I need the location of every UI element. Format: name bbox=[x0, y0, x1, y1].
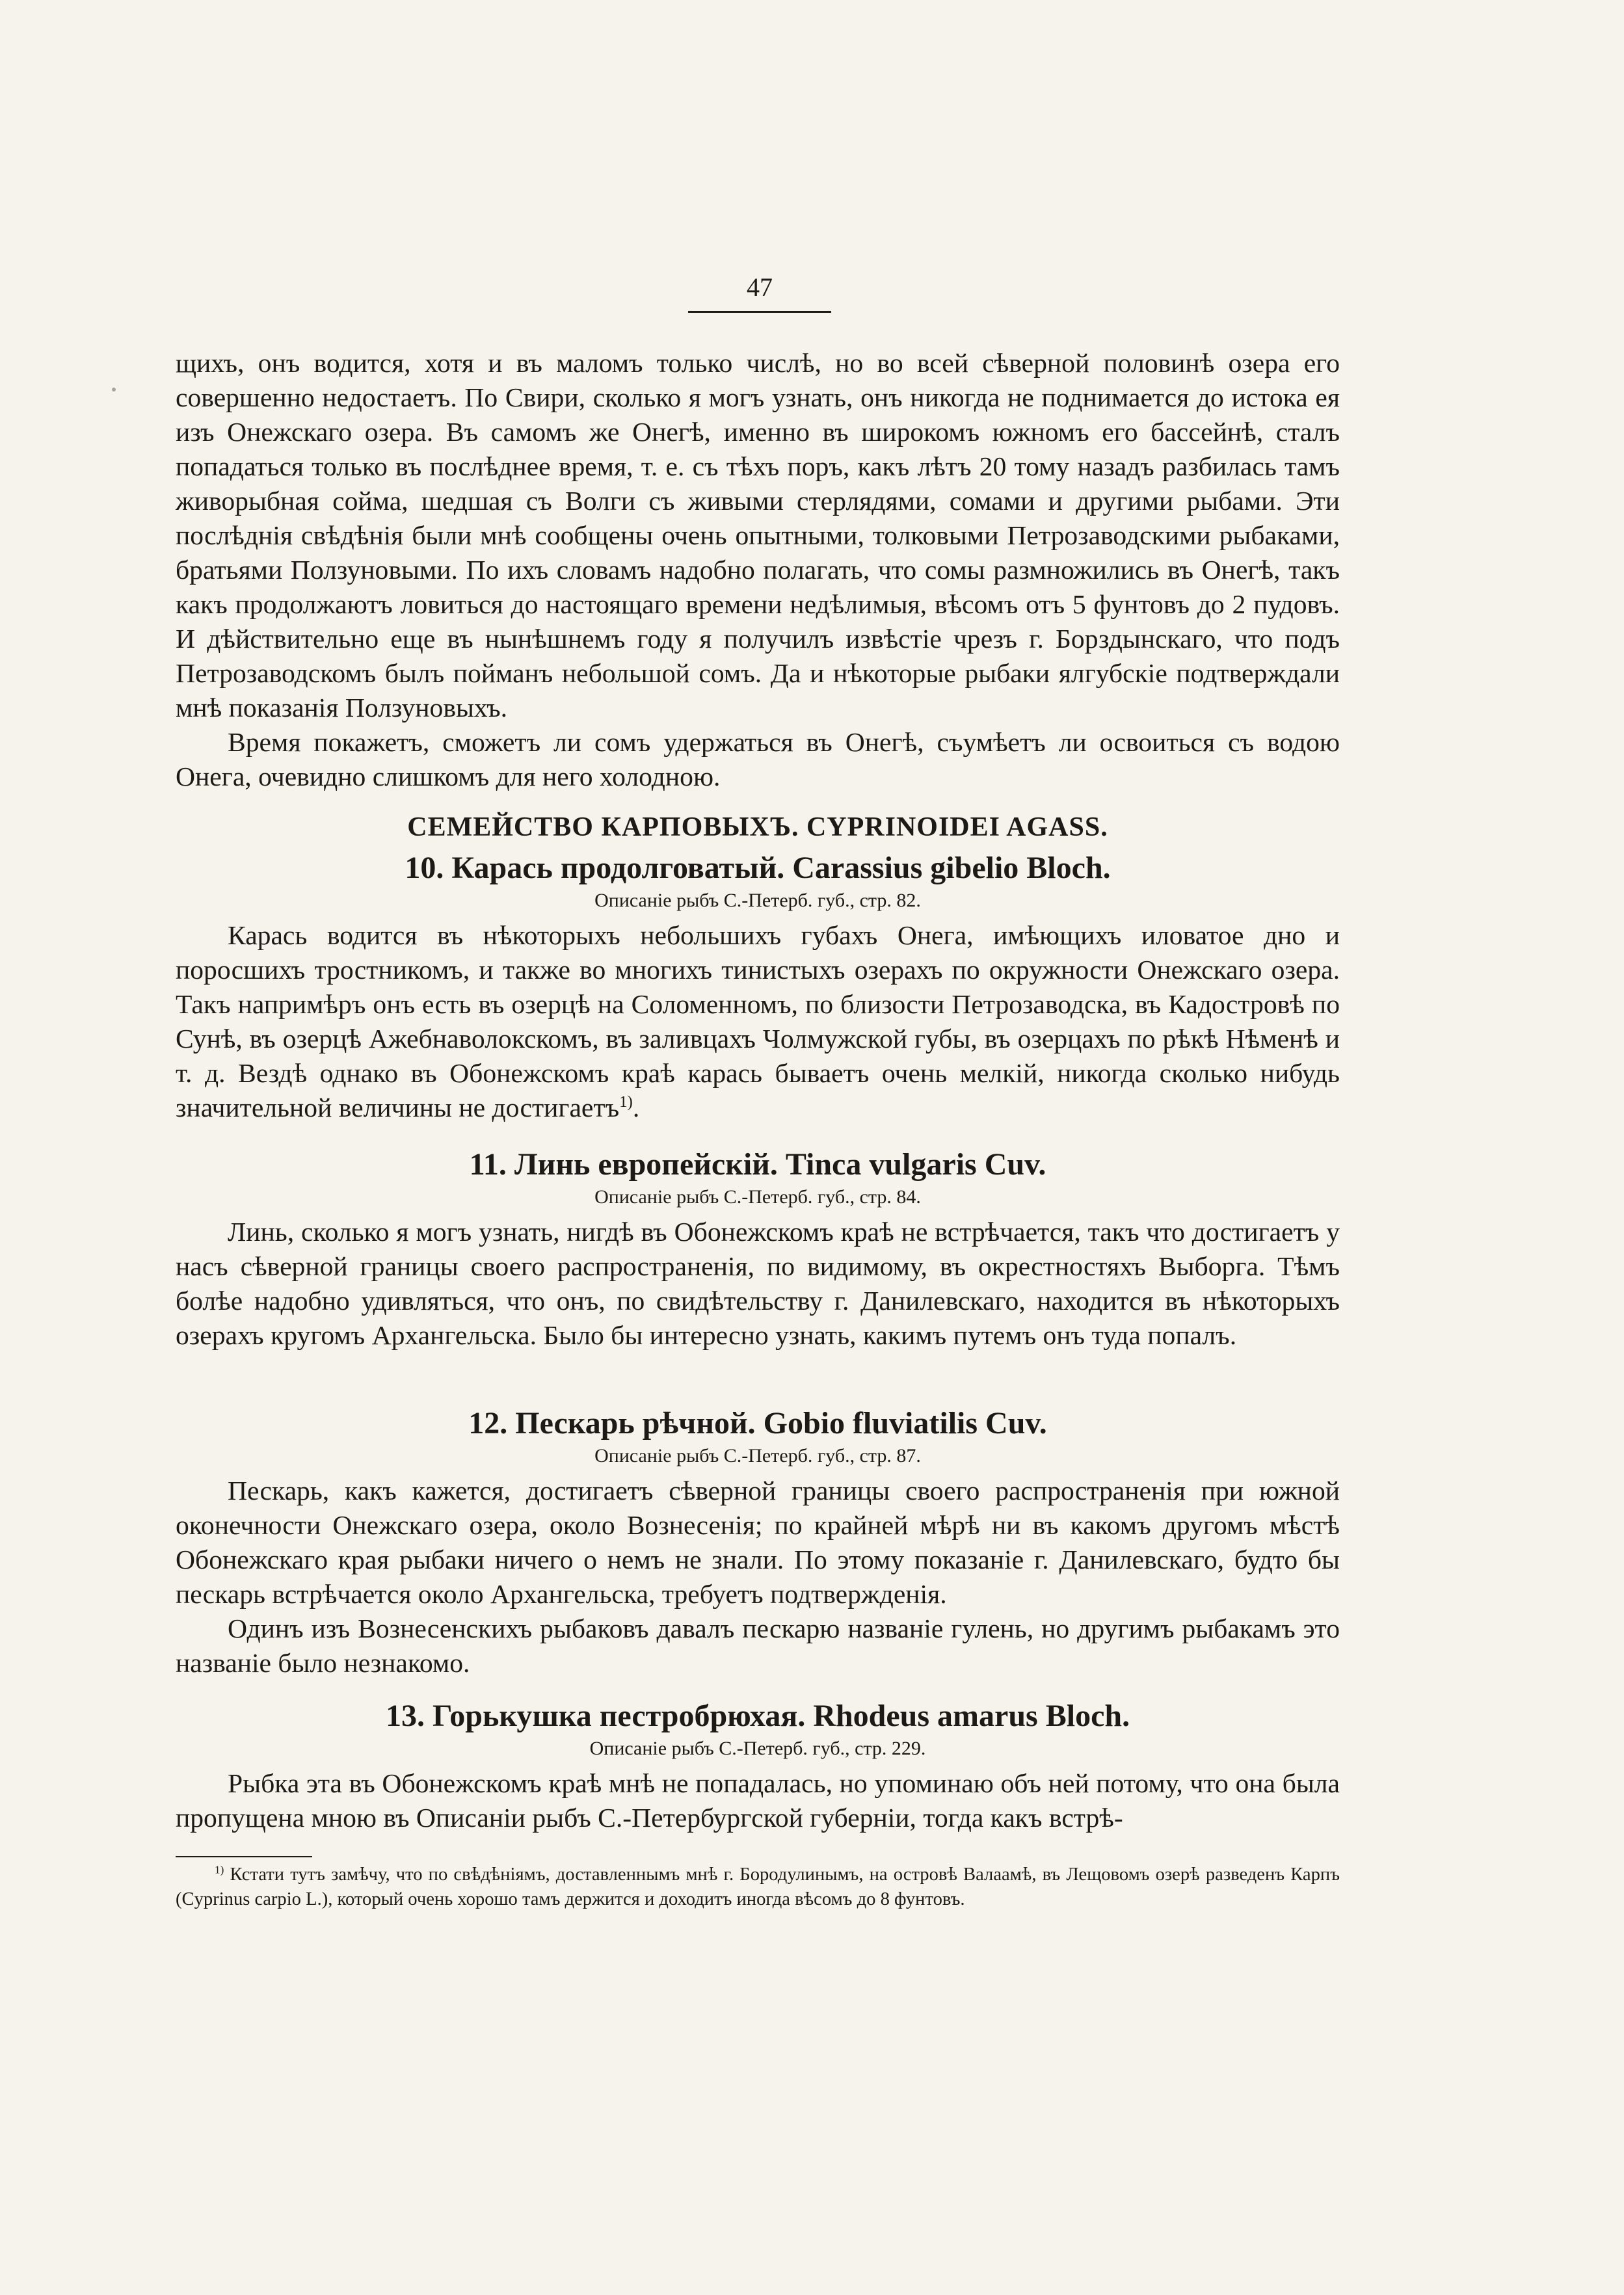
species-section bbox=[176, 849, 1340, 1125]
footnote-marker: 1) bbox=[215, 1863, 224, 1876]
paragraph: Линь, сколько я могъ узнать, нигдѣ въ Обонежскомъ краѣ не встрѣчается, такъ что достигаетъ у насъ сѣверной границы своего распространенія, по видимому, въ окрестностяхъ Выборга. Тѣмъ болѣе надобно удивляться, что онъ, по свидѣтельству г. Данилевскаго, находится въ нѣкоторыхъ озерахъ кругомъ Архангельска. Было бы интересно узнать, какимъ путемъ онъ туда попалъ. bbox=[176, 1217, 1340, 1350]
paragraph: Рыбка эта въ Обонежскомъ краѣ мнѣ не попадалась, но упоминаю объ ней потому, что она была пропущена мною въ Описаніи рыбъ С.-Петербургской губерніи, тогда какъ встрѣ- bbox=[176, 1768, 1340, 1833]
species-reference: Описаніе рыбъ С.-Петерб. губ., стр. 87. bbox=[594, 1445, 921, 1466]
species-title: 10. Карась продолговатый. Carassius gibelio Bloch. bbox=[405, 851, 1111, 885]
paragraph: щихъ, онъ водится, хотя и въ маломъ только числѣ, но во всей сѣверной половинѣ озера его совершенно недостаетъ. По Свири, сколько я могъ узнать, онъ никогда не поднимается до истока ея изъ Онежскаго озера. Въ самомъ же Онегѣ, именно въ широкомъ южномъ его бассейнѣ, сталъ попадаться только въ послѣднее время, т. е. съ тѣхъ поръ, какъ лѣтъ 20 тому назадъ разбилась тамъ живорыбная сойма, шедшая съ Волги съ живыми стерлядями, сомами и другими рыбами. Эти послѣднія свѣдѣнія были мнѣ сообщены очень опытными, толковыми Петрозаводскими рыбаками, братьями Ползуновыми. По ихъ словамъ надобно полагать, что сомы размножились въ Онегѣ, такъ какъ продолжаютъ ловиться до настоящаго времени недѣлимыя, вѣсомъ отъ 5 фунтовъ до 2 пудовъ. И дѣйствительно еще въ нынѣшнемъ году я получилъ извѣстіе чрезъ г. Борздынскаго, что подъ Петрозаводскомъ былъ пойманъ небольшой сомъ. Да и нѣкоторые рыбаки ялгубскіе подтверждали мнѣ показанія Ползуновыхъ. bbox=[176, 348, 1340, 723]
footnote-marker[interactable]: 1) bbox=[619, 1093, 633, 1111]
species-title: 12. Пескарь рѣчной. Gobio fluviatilis Cuv. bbox=[468, 1406, 1047, 1440]
scan-speck bbox=[112, 388, 116, 391]
paragraph: Пескарь, какъ кажется, достигаетъ сѣверной границы своего распространенія при южной оконечности Онежскаго озера, около Вознесенія; по крайней мѣрѣ ни въ какомъ другомъ мѣстѣ Обонежскаго края рыбаки ничего о немъ не знали. По этому показаніе г. Данилевскаго, будто бы пескарь встрѣчается около Архангельска, требуетъ подтвержденія. bbox=[176, 1476, 1340, 1609]
species-section bbox=[176, 1697, 1340, 1835]
paragraph: Карась водится въ нѣкоторыхъ небольшихъ губахъ Онега, имѣющихъ иловатое дно и поросшихъ тростникомъ, и также во многихъ тинистыхъ озерахъ по окружности Онежскаго озера. Такъ напримѣръ онъ есть въ озерцѣ на Соломенномъ, по близости Петрозаводска, въ Кадостровѣ по Сунѣ, въ озерцѣ Ажебнаволокскомъ, въ заливцахъ Чолмужской губы, въ озерцахъ по рѣкѣ Нѣменѣ и т. д. Вездѣ однако въ Обонежскомъ краѣ карась бываетъ очень мелкій, никогда сколько нибудь значительной величины не достигаетъ$^{1)}$. bbox=[176, 920, 1340, 1122]
species-title: 11. Линь европейскій. Tinca vulgaris Cuv. bbox=[469, 1147, 1046, 1182]
paragraph: Одинъ изъ Вознесенскихъ рыбаковъ давалъ пескарю названіе гулень, но другимъ рыбакамъ это названіе было незнакомо. bbox=[176, 1613, 1340, 1678]
footnote bbox=[176, 1863, 1340, 1912]
species-title: 13. Горькушка пестробрюхая. Rhodeus amarus Bloch. bbox=[385, 1699, 1130, 1733]
species-reference: Описаніе рыбъ С.-Петерб. губ., стр. 82. bbox=[594, 890, 921, 911]
species-reference: Описаніе рыбъ С.-Петерб. губ., стр. 229. bbox=[589, 1738, 926, 1759]
page-number: 47 bbox=[747, 272, 773, 302]
paragraph: Время покажетъ, сможетъ ли сомъ удержаться въ Онегѣ, съумѣетъ ли освоиться съ водою Онега, очевидно слишкомъ для него холодною. bbox=[176, 727, 1340, 791]
footnote-rule bbox=[176, 1856, 312, 1857]
family-heading: СЕМЕЙСТВО КАРПОВЫХЪ. CYPRINOIDEI AGASS. bbox=[407, 812, 1108, 842]
species-reference: Описаніе рыбъ С.-Петерб. губ., стр. 84. bbox=[594, 1186, 921, 1208]
paragraph-text: Карась водится въ нѣкоторыхъ небольшихъ губахъ Онега, имѣющихъ иловатое дно и поросшихъ тростникомъ, и также во многихъ тинистыхъ озерахъ по окружности Онежскаго озера. Такъ напримѣръ онъ есть въ озерцѣ на Соломенномъ, по близости Петрозаводска, въ Кадостровѣ по Сунѣ, въ озерцѣ Ажебнаволокскомъ, въ заливцахъ Чолмужской губы, въ озерцахъ по рѣкѣ Нѣменѣ и т. д. Вездѣ однако въ Обонежскомъ краѣ карась бываетъ очень мелкій, никогда сколько нибудь значительной величины не достигаетъ bbox=[176, 920, 1340, 1122]
intro-section bbox=[176, 346, 1340, 794]
footnote-text: Кстати тутъ замѣчу, что по свѣдѣніямъ, доставленнымъ мнѣ г. Бородулинымъ, на островѣ Валаамѣ, въ Лещовомъ озерѣ разведенъ Карпъ (Cyprinus carpio L.), который очень хорошо тамъ держится и доходитъ иногда вѣсомъ до 8 фунтовъ. bbox=[176, 1864, 1340, 1909]
species-section bbox=[176, 1405, 1340, 1680]
species-section bbox=[176, 1146, 1340, 1353]
header-rule bbox=[688, 311, 831, 313]
